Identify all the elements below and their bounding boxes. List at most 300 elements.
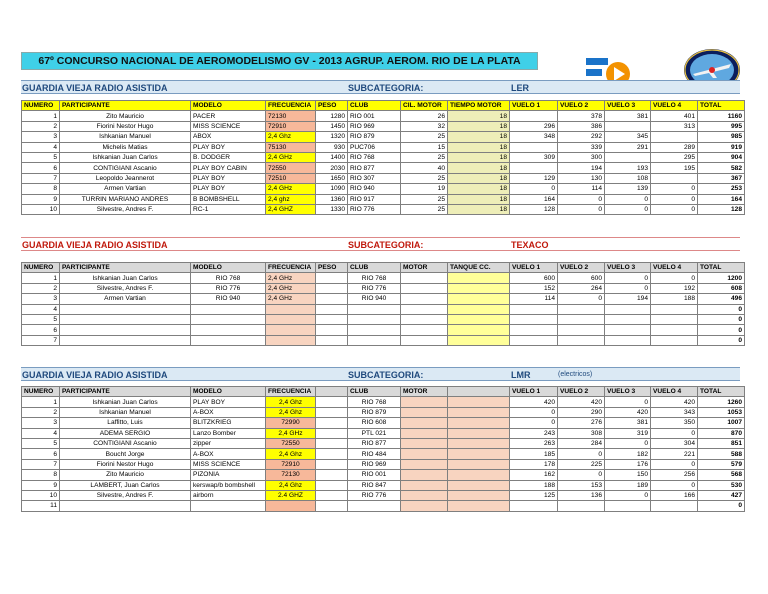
cell-motor: 19	[401, 184, 448, 194]
cell-numero: 2	[22, 121, 60, 131]
cell-peso: 1360	[316, 194, 348, 204]
cell-club: RIO 768	[348, 273, 401, 283]
cell-tiempo: 18	[448, 163, 510, 173]
cell-total: 851	[698, 438, 745, 448]
table-header-row	[22, 263, 745, 273]
cell-club: RIO 768	[348, 152, 401, 162]
cell-numero: 4	[22, 142, 60, 152]
cell-vuelo-2: 0	[558, 449, 605, 459]
cell-frecuencia	[266, 304, 316, 314]
cell-numero: 2	[22, 407, 60, 417]
cell-motor: 25	[401, 194, 448, 204]
cell-participante: Zito Mauricio	[60, 470, 191, 480]
column-header-total: TOTAL	[698, 101, 745, 111]
cell-frecuencia: 72510	[266, 173, 316, 183]
cell-peso: 1090	[316, 184, 348, 194]
cell-participante: LAMBERT, Juan Carlos	[60, 480, 191, 490]
cell-frecuencia: 72550	[266, 438, 316, 448]
cell-club: RIO 879	[348, 132, 401, 142]
cell-club: RIO 940	[348, 294, 401, 304]
table-row	[22, 407, 745, 417]
cell-club: RIO 001	[348, 470, 401, 480]
table-row	[22, 501, 745, 511]
cell-vuelo-3	[605, 304, 651, 314]
column-header-vuelo-3: VUELO 3	[605, 101, 651, 111]
cell-club: RIO 969	[348, 121, 401, 131]
cell-peso: 1280	[316, 111, 348, 121]
cell-numero: 11	[22, 501, 60, 511]
cell-motor: 25	[401, 204, 448, 214]
cell-total: 568	[698, 470, 745, 480]
cell-total: 582	[698, 163, 745, 173]
cell-modelo: PLAY BOY	[191, 173, 266, 183]
table-row	[22, 304, 745, 314]
cell-total: 579	[698, 459, 745, 469]
column-header-total: TOTAL	[698, 263, 745, 273]
cell-participante: Silvestre, Andres F.	[60, 204, 191, 214]
cell-frecuencia: 72130	[266, 470, 316, 480]
cell-motor	[401, 501, 448, 511]
cell-participante	[60, 325, 191, 335]
cell-total: 0	[698, 501, 745, 511]
cell-vuelo-4	[651, 501, 698, 511]
cell-participante: Armen Vartian	[60, 184, 191, 194]
cell-peso	[316, 418, 348, 428]
cell-vuelo-2: 276	[558, 418, 605, 428]
cell-vuelo-2: 114	[558, 184, 605, 194]
table-row	[22, 470, 745, 480]
cell-motor	[401, 304, 448, 314]
cell-peso	[316, 501, 348, 511]
cell-modelo: RC-1	[191, 204, 266, 214]
cell-participante: CONTIGIANI Ascanio	[60, 163, 191, 173]
cell-numero: 9	[22, 194, 60, 204]
cell-club: PTL 021	[348, 428, 401, 438]
cell-vuelo-1	[510, 314, 558, 324]
cell-tiempo: 18	[448, 184, 510, 194]
cell-vuelo-1: 164	[510, 194, 558, 204]
cell-vuelo-3: 291	[605, 142, 651, 152]
cell-vuelo-4	[651, 325, 698, 335]
cell-vuelo-2: 386	[558, 121, 605, 131]
cell-total: 128	[698, 204, 745, 214]
cell-total: 985	[698, 132, 745, 142]
cell-total: 0	[698, 304, 745, 314]
cell-modelo	[191, 304, 266, 314]
cell-motor	[401, 438, 448, 448]
cell-vuelo-3: 0	[605, 438, 651, 448]
cell-vuelo-1: 125	[510, 490, 558, 500]
cell-numero: 5	[22, 438, 60, 448]
cell-peso	[316, 480, 348, 490]
table-row	[22, 152, 745, 162]
cell-total: 608	[698, 283, 745, 293]
cell-numero: 7	[22, 335, 60, 345]
subcategory-value: TEXACO	[511, 240, 549, 250]
cell-frecuencia: 2,4 GHz	[266, 294, 316, 304]
subcategory-note: (electricos)	[558, 371, 593, 378]
cell-total: 1260	[698, 397, 745, 407]
cell-participante: Leopoldo Jeannerot	[60, 173, 191, 183]
column-header-participante: PARTICIPANTE	[60, 263, 191, 273]
cell-vuelo-3: 193	[605, 163, 651, 173]
cell-peso	[316, 273, 348, 283]
table-row	[22, 335, 745, 345]
cell-vuelo-1: 296	[510, 121, 558, 131]
cell-numero: 3	[22, 132, 60, 142]
cell-frecuencia: 2,4 GHz	[266, 428, 316, 438]
cell-participante: TURRIN MARIANO ANDRES	[60, 194, 191, 204]
cell-modelo: MISS SCIENCE	[191, 121, 266, 131]
cell-peso	[316, 470, 348, 480]
cell-vuelo-1: 0	[510, 184, 558, 194]
cell-vuelo-4	[651, 314, 698, 324]
cell-participante: Boucht Jorge	[60, 449, 191, 459]
cell-vuelo-2: 194	[558, 163, 605, 173]
cell-vuelo-2: 136	[558, 490, 605, 500]
cell-participante: ADEMA SERGIO	[60, 428, 191, 438]
cell-motor: 26	[401, 111, 448, 121]
cell-participante: Ishkanian Juan Carlos	[60, 152, 191, 162]
cell-frecuencia: 75130	[266, 142, 316, 152]
cell-vuelo-2	[558, 314, 605, 324]
cell-vuelo-1: 162	[510, 470, 558, 480]
cell-tiempo: 18	[448, 173, 510, 183]
column-header-vuelo-1: VUELO 1	[510, 387, 558, 397]
column-header-numero: NUMERO	[22, 263, 60, 273]
cell-vuelo-3: 194	[605, 294, 651, 304]
cell-peso	[316, 490, 348, 500]
column-header-club: CLUB	[348, 263, 401, 273]
cell-vuelo-3: 0	[605, 283, 651, 293]
cell-participante: Silvestre, Andres F.	[60, 490, 191, 500]
cell-vuelo-1: 600	[510, 273, 558, 283]
cell-tiempo	[448, 418, 510, 428]
cell-total: 1160	[698, 111, 745, 121]
column-header-tiempo	[448, 387, 510, 397]
cell-club: RIO 768	[348, 397, 401, 407]
cell-club: RIO 847	[348, 480, 401, 490]
cell-vuelo-3	[605, 335, 651, 345]
table-row	[22, 121, 745, 131]
cell-club	[348, 335, 401, 345]
cell-vuelo-4: 0	[651, 273, 698, 283]
cell-motor	[401, 294, 448, 304]
cell-vuelo-2: 130	[558, 173, 605, 183]
table-row	[22, 273, 745, 283]
cell-participante	[60, 335, 191, 345]
cell-participante: Armen Vartian	[60, 294, 191, 304]
cell-tiempo	[448, 459, 510, 469]
table-row	[22, 325, 745, 335]
cell-modelo	[191, 501, 266, 511]
cell-vuelo-4: 0	[651, 194, 698, 204]
cell-vuelo-4: 289	[651, 142, 698, 152]
cell-vuelo-3	[605, 121, 651, 131]
cell-modelo: BLITZKRIEG	[191, 418, 266, 428]
cell-modelo: Lanzo Bomber	[191, 428, 266, 438]
cell-vuelo-2: 420	[558, 397, 605, 407]
column-header-motor: CIL. MOTOR	[401, 101, 448, 111]
cell-vuelo-2: 153	[558, 480, 605, 490]
column-header-modelo: MODELO	[191, 387, 266, 397]
cell-numero: 6	[22, 325, 60, 335]
table-row	[22, 449, 745, 459]
cell-frecuencia	[266, 501, 316, 511]
cell-numero: 5	[22, 152, 60, 162]
cell-peso	[316, 314, 348, 324]
cell-participante: Ishkanian Manuel	[60, 132, 191, 142]
section-header-texaco	[21, 237, 740, 251]
cell-vuelo-4: 256	[651, 470, 698, 480]
cell-vuelo-3: 189	[605, 480, 651, 490]
column-header-vuelo-4: VUELO 4	[651, 101, 698, 111]
cell-vuelo-3: 0	[605, 273, 651, 283]
cell-numero: 9	[22, 480, 60, 490]
cell-tiempo: 18	[448, 121, 510, 131]
column-header-tiempo: TANQUE CC.	[448, 263, 510, 273]
cell-modelo: A-BOX	[191, 449, 266, 459]
cell-vuelo-1	[510, 142, 558, 152]
cell-motor	[401, 397, 448, 407]
cell-peso	[316, 428, 348, 438]
cell-participante: Ishkanian Juan Carlos	[60, 397, 191, 407]
column-header-numero: NUMERO	[22, 387, 60, 397]
cell-vuelo-3: 381	[605, 111, 651, 121]
cell-vuelo-1: 128	[510, 204, 558, 214]
cell-motor: 25	[401, 152, 448, 162]
cell-frecuencia: 2,4 GHz	[266, 273, 316, 283]
cell-vuelo-2: 308	[558, 428, 605, 438]
cell-frecuencia: 2,4 Ghz	[266, 397, 316, 407]
cell-tiempo	[448, 490, 510, 500]
column-header-vuelo-1: VUELO 1	[510, 101, 558, 111]
cell-peso	[316, 325, 348, 335]
cell-modelo: PLAY BOY	[191, 184, 266, 194]
table-row	[22, 173, 745, 183]
cell-vuelo-2: 225	[558, 459, 605, 469]
cell-vuelo-4	[651, 173, 698, 183]
cell-vuelo-1: 420	[510, 397, 558, 407]
cell-vuelo-3: 420	[605, 407, 651, 417]
cell-motor	[401, 480, 448, 490]
column-header-modelo: MODELO	[191, 101, 266, 111]
cell-numero: 10	[22, 204, 60, 214]
cell-vuelo-4: 188	[651, 294, 698, 304]
cell-modelo: zipper	[191, 438, 266, 448]
cell-peso: 1650	[316, 173, 348, 183]
cell-club: RIO 969	[348, 459, 401, 469]
section-header-lmr	[21, 367, 740, 381]
cell-tiempo	[448, 304, 510, 314]
cell-tiempo: 18	[448, 194, 510, 204]
cell-participante: Ishkanian Juan Carlos	[60, 273, 191, 283]
cell-modelo: kerswap/b bombshell	[191, 480, 266, 490]
cell-total: 995	[698, 121, 745, 131]
cell-vuelo-1: 185	[510, 449, 558, 459]
cell-total: 253	[698, 184, 745, 194]
cell-vuelo-2: 600	[558, 273, 605, 283]
cell-modelo: PLAY BOY	[191, 142, 266, 152]
cell-vuelo-3	[605, 152, 651, 162]
results-table-lmr	[21, 386, 745, 512]
cell-vuelo-4: 0	[651, 428, 698, 438]
cell-motor	[401, 418, 448, 428]
cell-frecuencia: 2,4 Ghz	[266, 449, 316, 459]
cell-vuelo-2: 378	[558, 111, 605, 121]
column-header-tiempo: TIEMPO MOTOR	[448, 101, 510, 111]
column-header-total: TOTAL	[698, 387, 745, 397]
cell-vuelo-1	[510, 111, 558, 121]
cell-vuelo-4	[651, 304, 698, 314]
cell-total: 1200	[698, 273, 745, 283]
cell-frecuencia	[266, 314, 316, 324]
cell-vuelo-2: 264	[558, 283, 605, 293]
column-header-participante: PARTICIPANTE	[60, 101, 191, 111]
column-header-numero: NUMERO	[22, 101, 60, 111]
cell-peso	[316, 304, 348, 314]
cell-tiempo	[448, 407, 510, 417]
cell-vuelo-1	[510, 304, 558, 314]
cell-modelo	[191, 335, 266, 345]
column-header-motor: MOTOR	[401, 263, 448, 273]
cell-peso	[316, 407, 348, 417]
cell-vuelo-4: 0	[651, 459, 698, 469]
cell-vuelo-1: 129	[510, 173, 558, 183]
cell-frecuencia: 2,4 Ghz	[266, 480, 316, 490]
column-header-club: CLUB	[348, 387, 401, 397]
cell-motor	[401, 490, 448, 500]
cell-numero: 4	[22, 304, 60, 314]
cell-vuelo-4: 221	[651, 449, 698, 459]
results-table-texaco	[21, 262, 745, 346]
column-header-vuelo-4: VUELO 4	[651, 387, 698, 397]
table-row	[22, 428, 745, 438]
cell-motor	[401, 314, 448, 324]
cell-peso	[316, 335, 348, 345]
cell-club	[348, 501, 401, 511]
cell-tiempo	[448, 335, 510, 345]
cell-participante: Fiorini Nestor Hugo	[60, 459, 191, 469]
cell-peso	[316, 294, 348, 304]
column-header-peso: PESO	[316, 263, 348, 273]
category-label: GUARDIA VIEJA RADIO ASISTIDA	[22, 240, 168, 250]
cell-tiempo	[448, 470, 510, 480]
cell-participante: Silvestre, Andres F.	[60, 283, 191, 293]
subcategory-value: LMR	[511, 370, 531, 380]
cell-tiempo	[448, 314, 510, 324]
cell-vuelo-2: 284	[558, 438, 605, 448]
cell-modelo: PLAY BOY	[191, 397, 266, 407]
cell-club: RIO 776	[348, 490, 401, 500]
cell-participante	[60, 304, 191, 314]
cell-club: PUC706	[348, 142, 401, 152]
subcategory-label: SUBCATEGORIA:	[348, 240, 424, 250]
cell-vuelo-4: 166	[651, 490, 698, 500]
cell-total: 588	[698, 449, 745, 459]
cell-tiempo	[448, 273, 510, 283]
cell-total: 870	[698, 428, 745, 438]
cell-frecuencia: 2.4 GHZ	[266, 490, 316, 500]
cell-vuelo-1: 178	[510, 459, 558, 469]
cell-total: 904	[698, 152, 745, 162]
cell-tiempo	[448, 294, 510, 304]
cell-modelo: RIO 776	[191, 283, 266, 293]
cell-numero: 2	[22, 283, 60, 293]
column-header-vuelo-4: VUELO 4	[651, 263, 698, 273]
cell-motor: 15	[401, 142, 448, 152]
cell-participante	[60, 501, 191, 511]
cell-numero: 10	[22, 490, 60, 500]
cell-participante: Fiorini Nestor Hugo	[60, 121, 191, 131]
table-row	[22, 459, 745, 469]
cell-numero: 1	[22, 111, 60, 121]
cell-tiempo	[448, 397, 510, 407]
cell-vuelo-2: 0	[558, 204, 605, 214]
column-header-peso	[316, 387, 348, 397]
cell-frecuencia: 2,4 Ghz	[266, 132, 316, 142]
cell-modelo: PIZONIA	[191, 470, 266, 480]
column-header-peso: PESO	[316, 101, 348, 111]
cell-peso: 2030	[316, 163, 348, 173]
cell-numero: 1	[22, 273, 60, 283]
cell-tiempo: 18	[448, 132, 510, 142]
cell-modelo: PACER	[191, 111, 266, 121]
cell-vuelo-2: 0	[558, 470, 605, 480]
cell-vuelo-3: 0	[605, 194, 651, 204]
cell-numero: 7	[22, 459, 60, 469]
cell-frecuencia: 72990	[266, 418, 316, 428]
cell-vuelo-1: 0	[510, 407, 558, 417]
cell-modelo	[191, 325, 266, 335]
cell-total: 496	[698, 294, 745, 304]
cell-vuelo-3: 319	[605, 428, 651, 438]
cell-numero: 8	[22, 184, 60, 194]
column-header-modelo: MODELO	[191, 263, 266, 273]
cell-vuelo-3	[605, 501, 651, 511]
cell-vuelo-3	[605, 325, 651, 335]
column-header-frecuencia: FRECUENCIA	[266, 263, 316, 273]
cell-peso: 1450	[316, 121, 348, 131]
cell-modelo: B. DODGER	[191, 152, 266, 162]
cell-total: 0	[698, 314, 745, 324]
cell-motor	[401, 449, 448, 459]
section-header-ler	[21, 80, 740, 94]
cell-peso	[316, 449, 348, 459]
cell-vuelo-1: 152	[510, 283, 558, 293]
cell-participante: Zito Mauricio	[60, 111, 191, 121]
cell-vuelo-2: 0	[558, 294, 605, 304]
table-row	[22, 184, 745, 194]
column-header-motor: MOTOR	[401, 387, 448, 397]
cell-vuelo-4: 295	[651, 152, 698, 162]
cell-peso: 1320	[316, 132, 348, 142]
cell-vuelo-3: 345	[605, 132, 651, 142]
cell-tiempo	[448, 501, 510, 511]
cell-club: RIO 879	[348, 407, 401, 417]
cell-tiempo	[448, 449, 510, 459]
cell-participante	[60, 314, 191, 324]
category-label: GUARDIA VIEJA RADIO ASISTIDA	[22, 370, 168, 380]
cell-peso: 1330	[316, 204, 348, 214]
cell-participante: Michelis Matias	[60, 142, 191, 152]
cell-peso: 930	[316, 142, 348, 152]
cell-vuelo-1: 0	[510, 418, 558, 428]
column-header-participante: PARTICIPANTE	[60, 387, 191, 397]
cell-vuelo-4: 343	[651, 407, 698, 417]
cell-vuelo-2: 339	[558, 142, 605, 152]
table-header-row	[22, 387, 745, 397]
